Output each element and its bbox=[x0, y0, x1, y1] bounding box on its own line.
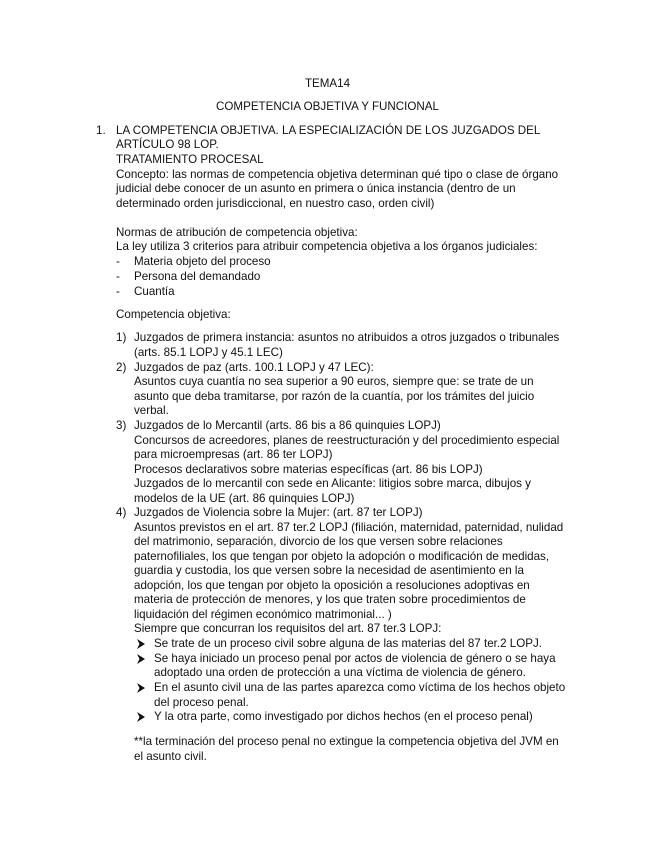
item-number: 1) bbox=[116, 331, 127, 344]
item4-line-3: del matrimonio, separación, divorcio de los que versen sobre relaciones bbox=[134, 535, 503, 548]
arrow-bullet-icon bbox=[136, 652, 146, 666]
item4-line-9: Siempre que concurran los requisitos del art. 87 ter.3 LOPJ: bbox=[134, 622, 442, 635]
section-subheading: TRATAMIENTO PROCESAL bbox=[116, 153, 264, 166]
arrow-bullet-icon bbox=[136, 710, 146, 724]
section-number: 1. bbox=[96, 124, 106, 137]
note-line-1: **la terminación del proceso penal no extingue la competencia objetiva del JVM en bbox=[134, 735, 559, 748]
item3-line-4: Procesos declarativos sobre materias específicas (art. 86 bis LOPJ) bbox=[134, 463, 483, 476]
item-number: 2) bbox=[116, 361, 127, 374]
list-dash: - bbox=[116, 270, 120, 283]
item4-line-5: guardia y custodia, los que versen sobre la necesidad de asentimiento en la bbox=[134, 564, 524, 577]
item1-line-2: (arts. 85.1 LOPJ y 45.1 LEC) bbox=[134, 346, 283, 359]
norms-title: Normas de atribución de competencia objetiva: bbox=[116, 226, 358, 239]
arrow-bullet-icon bbox=[136, 637, 146, 651]
page-title: COMPETENCIA OBJETIVA Y FUNCIONAL bbox=[216, 100, 439, 113]
item3-line-6: modelos de la UE (art. 86 quinquies LOPJ) bbox=[134, 492, 355, 505]
section-heading-line-2: ARTÍCULO 98 LOP. bbox=[116, 138, 219, 151]
competence-title: Competencia objetiva: bbox=[116, 308, 231, 321]
note-line-2: el asunto civil. bbox=[134, 750, 207, 763]
item1-line-1: Juzgados de primera instancia: asuntos no atribuidos a otros juzgados o tribunales bbox=[134, 331, 560, 344]
item3-line-5: Juzgados de lo mercantil con sede en Alicante: litigios sobre marca, dibujos y bbox=[134, 477, 531, 490]
concept-line-2: judicial debe conocer de un asunto en primera o única instancia (dentro de un bbox=[116, 182, 516, 195]
bullet-3-line-2: del proceso penal. bbox=[154, 696, 249, 709]
norms-intro: La ley utiliza 3 criterios para atribuir competencia objetiva a los órganos judiciales: bbox=[116, 240, 538, 253]
arrow-bullet-icon bbox=[136, 681, 146, 695]
concept-line-3: determinado orden jurisdiccional, en nuestro caso, orden civil) bbox=[116, 197, 435, 210]
item2-line-4: verbal. bbox=[134, 404, 169, 417]
item-number: 4) bbox=[116, 506, 127, 519]
item4-line-6: adopción, los que tengan por objeto la oposición a resoluciones adoptivas en bbox=[134, 579, 530, 592]
item4-line-1: Juzgados de Violencia sobre la Mujer: (art. 87 ter LOPJ) bbox=[134, 506, 423, 519]
bullet-2-line-1: Se haya iniciado un proceso penal por actos de violencia de género o se haya bbox=[154, 652, 556, 665]
bullet-1: Se trate de un proceso civil sobre alguna de las materias del 87 ter.2 LOPJ. bbox=[154, 637, 542, 650]
item3-line-2: Concursos de acreedores, planes de reestructuración y del procedimiento especial bbox=[134, 434, 560, 447]
item3-line-1: Juzgados de lo Mercantil (arts. 86 bis a 86 quinquies LOPJ) bbox=[134, 419, 441, 432]
bullet-2-line-2: adoptado una orden de protección a una víctima de violencia de género. bbox=[154, 666, 526, 679]
bullet-4: Y la otra parte, como investigado por dichos hechos (en el proceso penal) bbox=[154, 710, 533, 723]
item2-line-2: Asuntos cuya cuantía no sea superior a 90 euros, siempre que: se trate de un bbox=[134, 375, 534, 388]
criterion-item: Cuantía bbox=[134, 285, 175, 298]
item2-line-3: asunto que deba tramitarse, por razón de la cuantía, por los trámites del juicio bbox=[134, 390, 535, 403]
item2-line-1: Juzgados de paz (arts. 100.1 LOPJ y 47 LEC): bbox=[134, 361, 374, 374]
item4-line-7: materia de protección de menores, y los que traten sobre procedimientos de bbox=[134, 593, 526, 606]
section-heading-line-1: LA COMPETENCIA OBJETIVA. LA ESPECIALIZACIÓN DE LOS JUZGADOS DEL bbox=[116, 124, 541, 137]
item-number: 3) bbox=[116, 419, 127, 432]
item4-line-8: liquidación del régimen económico matrimonial... ) bbox=[134, 608, 392, 621]
item4-line-4: paternofiliales, los que tengan por objeto la adopción o modificación de medidas, bbox=[134, 550, 550, 563]
criterion-item: Materia objeto del proceso bbox=[134, 255, 271, 268]
item3-line-3: para microempresas (art. 86 ter LOPJ) bbox=[134, 448, 333, 461]
bullet-3-line-1: En el asunto civil una de las partes aparezca como víctima de los hechos objeto bbox=[154, 681, 566, 694]
list-dash: - bbox=[116, 285, 120, 298]
item4-line-2: Asuntos previstos en el art. 87 ter.2 LOPJ (filiación, maternidad, paternidad, nulidad bbox=[134, 521, 564, 534]
criterion-item: Persona del demandado bbox=[134, 270, 261, 283]
concept-line-1: Concepto: las normas de competencia objetiva determinan qué tipo o clase de órgano bbox=[116, 168, 559, 181]
list-dash: - bbox=[116, 255, 120, 268]
topic-number: TEMA14 bbox=[304, 77, 351, 90]
